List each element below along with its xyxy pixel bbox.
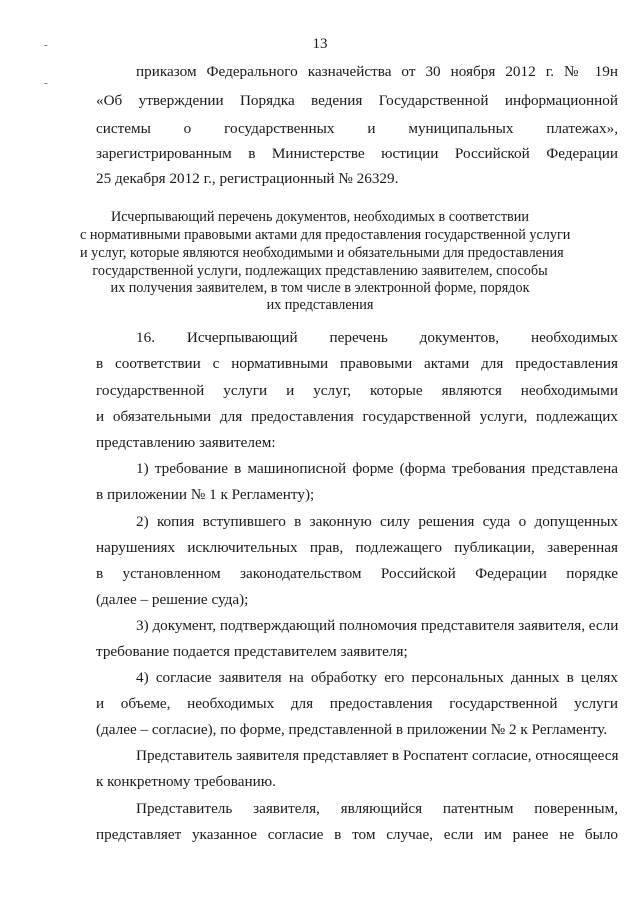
- body-line: государственной услуги и услуг, которые являются необходимыми: [96, 382, 618, 399]
- body-line: 4) согласие заявителя на обработку его персональных данных в целях: [136, 669, 618, 686]
- section-heading-line: и услуг, которые являются необходимыми и обязательными для предоставления: [80, 245, 564, 261]
- intro-line: 25 декабря 2012 г., регистрационный № 26329.: [96, 170, 399, 187]
- intro-line: зарегистрированным в Министерстве юстиции Российской Федерации: [96, 145, 618, 162]
- body-line: в приложении № 1 к Регламенту);: [96, 486, 315, 503]
- body-line: 3) документ, подтверждающий полномочия представителя заявителя, если: [136, 617, 619, 634]
- margin-mark-top: -: [44, 39, 48, 51]
- body-line: к конкретному требованию.: [96, 773, 276, 790]
- margin-mark-bottom: -: [44, 77, 48, 89]
- body-line: Представитель заявителя, являющийся патентным поверенным,: [136, 800, 618, 817]
- intro-line: «Об утверждении Порядка ведения Государственной информационной: [96, 92, 618, 109]
- section-heading-line: Исчерпывающий перечень документов, необходимых в соответствии: [111, 209, 529, 225]
- section-heading-line: государственной услуги, подлежащих представлению заявителем, способы: [92, 263, 548, 279]
- body-line: в соответствии с нормативными правовыми актами для предоставления: [96, 355, 618, 372]
- section-heading-line: их представления: [266, 297, 374, 313]
- section-heading-line: с нормативными правовыми актами для предоставления государственной услуги: [80, 227, 571, 243]
- body-line: в установленном законодательством Российской Федерации порядке: [96, 565, 618, 582]
- body-line: представлению заявителем:: [96, 434, 276, 451]
- section-heading-line: их получения заявителем, в том числе в электронной форме, порядок: [110, 280, 530, 296]
- intro-line: системы о государственных и муниципальных платежах»,: [96, 120, 618, 137]
- body-line: 2) копия вступившего в законную силу решения суда о допущенных: [136, 513, 618, 530]
- body-line: требование подается представителем заявителя;: [96, 643, 408, 660]
- page-number: 13: [312, 36, 328, 52]
- body-line: и объеме, необходимых для предоставления государственной услуги: [96, 695, 618, 712]
- intro-line: приказом Федерального казначейства от 30 ноября 2012 г. № 19н: [136, 63, 618, 80]
- body-line: 16. Исчерпывающий перечень документов, необходимых: [136, 329, 618, 346]
- body-line: представляет указанное согласие в том случае, если им ранее не было: [96, 826, 618, 843]
- body-line: 1) требование в машинописной форме (форма требования представлена: [136, 460, 618, 477]
- body-line: (далее – согласие), по форме, представленной в приложении № 2 к Регламенту.: [96, 721, 608, 738]
- body-line: нарушениях исключительных прав, подлежащего публикации, заверенная: [96, 539, 618, 556]
- body-line: Представитель заявителя представляет в Роспатент согласие, относящееся: [136, 747, 619, 764]
- body-line: (далее – решение суда);: [96, 591, 249, 608]
- body-line: и обязательными для предоставления государственной услуги, подлежащих: [96, 408, 618, 425]
